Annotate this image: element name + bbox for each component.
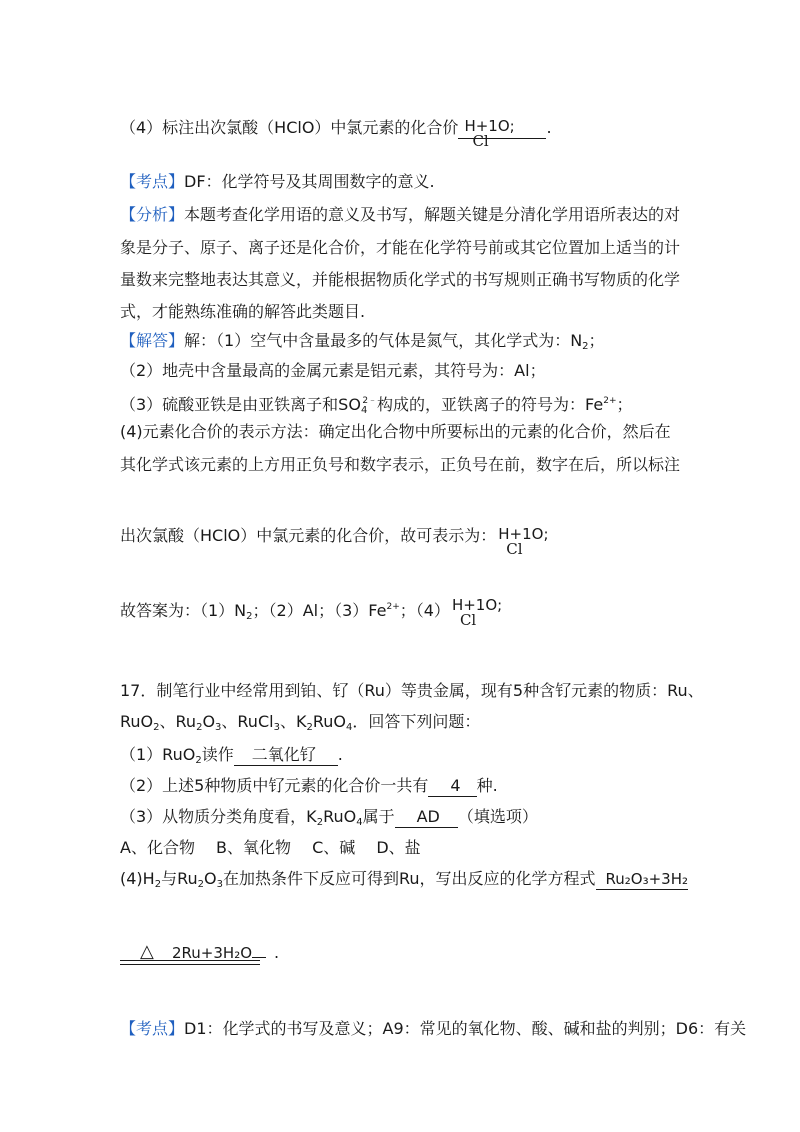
so4-charge: 2﹣ [362,396,378,406]
intro2-sub: 3 [273,722,280,733]
formula-h-3: H [451,596,464,614]
q17-p3-sub2: 4 [356,817,363,828]
q17-part4-eq [172,943,279,963]
fenxi-line-2: 象是分子、原子、离子还是化合价，才能在化学符号前或其它位置加上适当的计 [120,238,681,257]
formula-bottom-2: Cl [506,540,523,558]
q17-p4-mid3: 在加热条件下反应可得到Ru，写出反应的化学方程式 [222,869,596,888]
formula-top-3: +1O; [463,596,503,614]
q17-p3-mid2: 属于 [362,807,395,826]
intro2-sub: 2 [196,722,203,733]
q16-part4 [120,117,552,150]
equation-right: 2Ru+3H₂O [172,944,253,962]
q17-p3-answer: AD [395,807,458,828]
intro2-part: ．回答下列问题： [352,712,481,731]
intro2-part: 、RuCl [221,712,274,731]
n2-subscript: 2 [582,341,589,352]
valence-formula [464,117,515,150]
q17-part4 [120,869,688,895]
jieda-line-3 [120,391,633,421]
q17-p4-sub: 2 [154,879,162,890]
q17-p3-text: （3）从物质分类角度看，K [120,807,317,826]
q17-part2 [120,776,498,797]
intro2-sub: 3 [215,722,222,733]
so4-subscript: 4 [360,405,368,416]
q17-part1 [120,745,343,771]
jieda-line-6 [120,525,549,558]
q17-p3-mid: RuO [323,807,357,826]
formula-bottom: Cl [472,132,489,150]
intro2-sub: 4 [345,722,353,733]
q17-p2-text: （2）上述5种物质中钌元素的化合价一共有 [120,776,429,795]
jieda-line-5: 其化学式该元素的上方用正负号和数字表示，正负号在前，数字在后，所以标注 [120,455,681,474]
intro2-part: O [202,712,216,731]
jieda-text-3: （3）硫酸亚铁是由亚铁离子和SO [120,395,361,414]
valence-answer [458,117,546,150]
q16-part4-end: . [546,118,552,137]
q17-options: A、化合物 B、氧化物 C、碱 D、盐 [120,838,421,857]
kaodian2-text: D1：化学式的书写及意义；A9：常见的氧化物、酸、碱和盐的判别；D6：有关 [184,1019,747,1038]
q17-p1-end: . [337,745,343,764]
q17-p4-text: (4)H [120,869,155,888]
q17-p2-end: 种. [476,776,498,795]
equation-left: Ru₂O₃+3H₂ [596,869,689,890]
intro2-sub: 2 [153,722,160,733]
fenxi-line-1 [120,205,680,225]
q17-p4-sub2: 2 [197,879,204,890]
answer-text-3: ；（4） [399,601,450,620]
q17-intro-1: 17．制笔行业中经常用到铂、钌（Ru）等贵金属，现有5种含钌元素的物质：Ru、 [120,681,704,700]
intro2-part: RuO [312,712,346,731]
q16-part4-text: （4）标注出次氯酸（HClO）中氯元素的化合价 [120,118,459,137]
q17-p3-sub: 2 [316,817,324,828]
q17-p1-sub: 2 [195,755,202,766]
equation-tail-line [252,943,266,958]
answer-n2-sub: 2 [246,611,253,622]
formula-h-2: H [498,525,510,543]
fenxi-line-4: 式，才能熟练准确的解答此类题目. [120,302,366,321]
q17-p1-answer: 二氧化钌 [234,745,338,766]
kaodian2-tag: 【考点】 [120,1019,185,1038]
answer-line [120,596,503,629]
jieda-text-1-end: ； [588,331,605,350]
q17-p1-text: （1）RuO [120,745,196,764]
jieda-text-6: 出次氯酸（HClO）中氯元素的化合价，故可表示为： [120,526,497,545]
jieda-tag: 【解答】 [120,331,185,350]
fenxi-tag: 【分析】 [120,205,185,224]
jieda-line-4: (4)元素化合价的表示方法：确定出化合物中所要标出的元素的化合价，然后在 [120,422,671,441]
q17-p4-mid: 与Ru [161,869,198,888]
jieda-text-3-mid: 构成的，亚铁离子的符号为：Fe [377,395,604,414]
fenxi-text-1: 本题考查化学用语的意义及书写，解题关键是分清化学用语所表达的对 [184,205,681,224]
formula-top-2: +1O; [509,525,549,543]
q17-p1-mid: 读作 [201,745,234,764]
intro2-part: RuO [120,712,154,731]
valence-formula-3 [451,596,503,629]
formula-h: H [464,117,476,135]
answer-text: 故答案为：（1）N [120,601,247,620]
q17-p4-end: . [274,943,280,962]
answer-text-2: ；（2）Al；（3）Fe [252,601,387,620]
kaodian-1 [120,172,435,192]
q17-p3-end: （填选项） [457,807,538,826]
q17-p2-answer: 4 [428,776,476,797]
formula-bottom-3: Cl [459,611,477,629]
q17-part3 [120,807,538,833]
intro2-part: 、K [279,712,307,731]
formula-top: +1O; [475,117,515,135]
jieda-text-3-end: ； [616,395,633,414]
kaodian-text: DF：化学符号及其周围数字的意义. [184,172,435,191]
heat-triangle-icon: △ [140,941,154,962]
q17-p4-mid2: O [204,869,217,888]
jieda-text-1: 解：（1）空气中含量最多的气体是氮气，其化学式为：N [184,331,583,350]
kaodian-2 [120,1019,746,1039]
fe-charge: 2+ [603,396,617,406]
jieda-line-1 [120,331,605,357]
jieda-line-2: （2）地壳中含量最高的金属元素是铝元素，其符号为：Al； [120,361,546,380]
q17-p4-sub3: 3 [216,879,223,890]
valence-formula-2 [498,525,549,558]
intro2-sub: 2 [306,722,313,733]
intro2-part: 、Ru [159,712,197,731]
fenxi-line-3: 量数来完整地表达其意义，并能根据物质化学式的书写规则正确书写物质的化学 [120,270,681,289]
answer-fe-charge: 2+ [386,602,400,612]
q17-intro-2 [120,712,480,738]
kaodian-tag: 【考点】 [120,172,185,191]
